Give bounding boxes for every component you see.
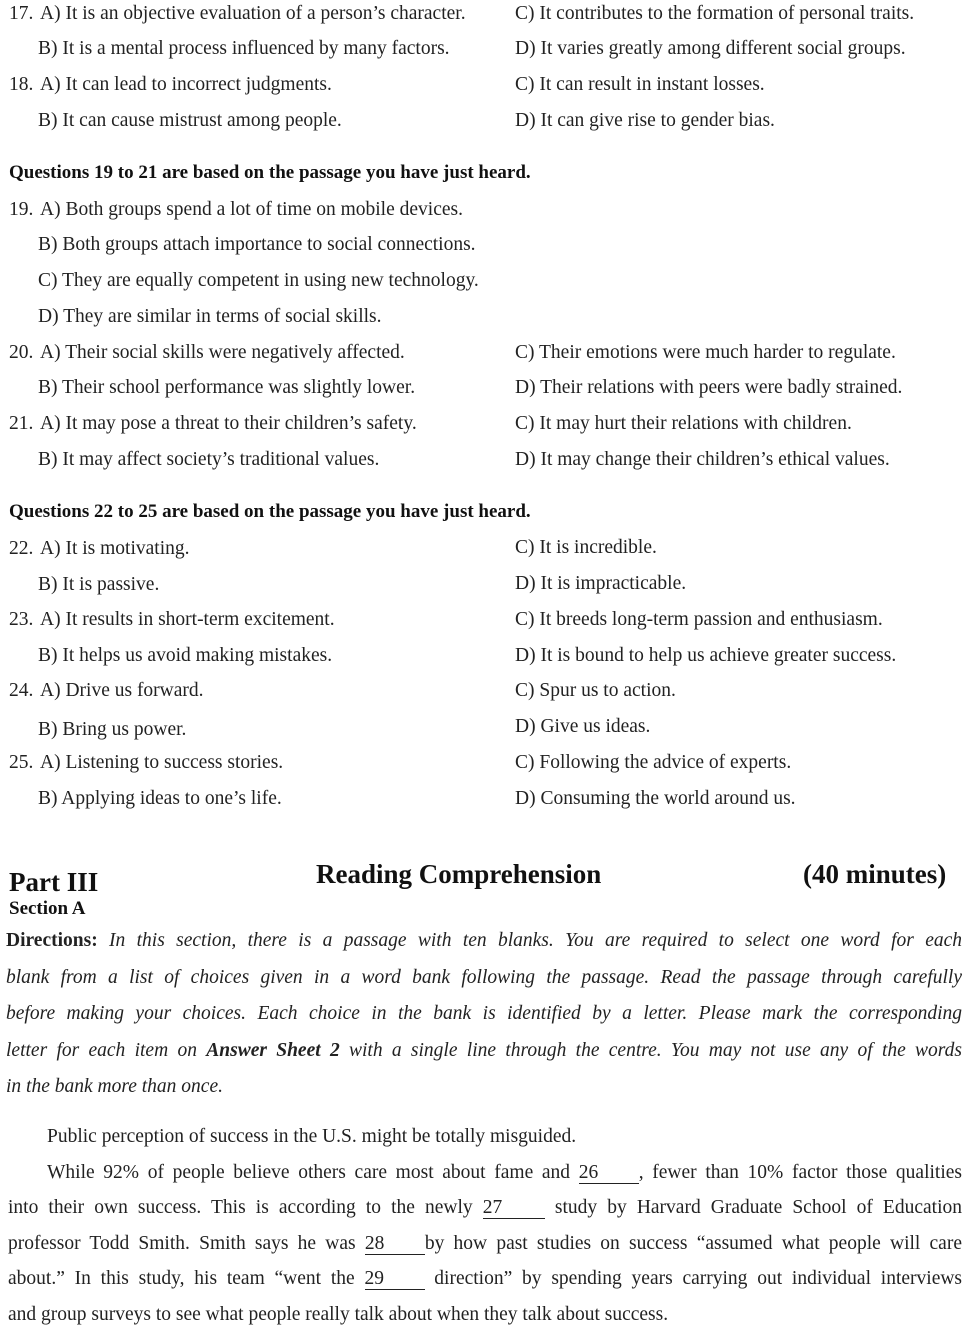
passage-text: study by Harvard Graduate School of Education (554, 1197, 962, 1218)
option-a: A) Both groups spend a lot of time on mobile devices. (40, 199, 463, 220)
directions-line-4 (6, 1039, 962, 1063)
question-number: 18. (9, 74, 34, 95)
option-a: A) It can lead to incorrect judgments. (40, 74, 332, 95)
passage-text: by how past studies on success “assumed what people will care (424, 1233, 962, 1254)
blank-27[interactable]: 27 (483, 1198, 545, 1219)
option-a: A) It may pose a threat to their children’s safety. (40, 413, 417, 434)
option-c: C) It contributes to the formation of personal traits. (515, 3, 915, 24)
option-a: A) Drive us forward. (40, 680, 204, 701)
option-b: B) It may affect society’s traditional values. (38, 449, 380, 470)
passage-text: While 92% of people believe others care most about fame and (47, 1162, 571, 1183)
option-b: B) It helps us avoid making mistakes. (38, 645, 333, 666)
option-d: D) It may change their children’s ethical values. (515, 449, 890, 470)
section-label: Section A (9, 898, 86, 919)
part-title: Reading Comprehension (316, 859, 602, 889)
question-number: 25. (9, 752, 34, 773)
option-c: C) Following the advice of experts. (515, 752, 792, 773)
option-c: C) Their emotions were much harder to regulate. (515, 342, 896, 363)
question-number: 22. (9, 538, 34, 559)
option-c: C) It may hurt their relations with children. (515, 413, 852, 434)
directions-label: Directions: (6, 930, 98, 951)
option-d: D) Their relations with peers were badly strained. (515, 377, 903, 398)
passage-line-5 (8, 1267, 962, 1291)
directions-text: In this section, there is a passage with ten blanks. You are required to select one word for each (109, 930, 963, 951)
question-number: 19. (9, 199, 34, 220)
option-b: B) It can cause mistrust among people. (38, 110, 342, 131)
option-d: D) It is impracticable. (515, 573, 687, 594)
option-a: A) It is motivating. (40, 538, 190, 559)
option-d: D) It varies greatly among different social groups. (515, 38, 906, 59)
part-label: Part III (9, 867, 99, 897)
option-b: B) It is passive. (38, 574, 160, 595)
directions-line-3: before making your choices. Each choice in the bank is identified by a letter. Please mark the corresponding (6, 1003, 962, 1024)
option-d: D) Consuming the world around us. (515, 788, 796, 809)
option-c: C) They are equally competent in using new technology. (38, 270, 479, 291)
blank-29[interactable]: 29 (365, 1269, 425, 1290)
question-number: 24. (9, 680, 34, 701)
directions-line-1 (6, 929, 962, 953)
part-time: (40 minutes) (803, 859, 947, 889)
passage-text: about.” In this study, his team “went the (8, 1268, 355, 1289)
passage-text: , fewer than 10% factor those qualities (638, 1162, 962, 1183)
option-a: A) Their social skills were negatively affected. (40, 342, 405, 363)
passage-line-1: Public perception of success in the U.S. might be totally misguided. (47, 1126, 577, 1147)
passage-text: direction” by spending years carrying out individual interviews (434, 1268, 963, 1289)
option-c: C) It can result in instant losses. (515, 74, 765, 95)
option-d: D) It can give rise to gender bias. (515, 110, 775, 131)
option-c: C) It breeds long-term passion and enthusiasm. (515, 609, 883, 630)
question-number: 20. (9, 342, 34, 363)
blank-26[interactable]: 26 (579, 1163, 639, 1184)
passage-line-6: and group surveys to see what people really talk about when they talk about success. (8, 1304, 669, 1325)
question-number: 17. (9, 3, 34, 24)
option-b: B) Both groups attach importance to social connections. (38, 234, 476, 255)
option-b: B) It is a mental process influenced by many factors. (38, 38, 450, 59)
option-b: B) Their school performance was slightly lower. (38, 377, 416, 398)
passage-text: into their own success. This is according to the newly (8, 1197, 473, 1218)
question-number: 21. (9, 413, 34, 434)
option-b: B) Applying ideas to one’s life. (38, 788, 282, 809)
questions-heading-19-21: Questions 19 to 21 are based on the passage you have just heard. (9, 162, 531, 183)
option-a: A) It results in short-term excitement. (40, 609, 335, 630)
question-number: 23. (9, 609, 34, 630)
directions-line-2: blank from a list of choices given in a word bank following the passage. Read the passage through carefully (6, 967, 962, 988)
directions-text: with a single line through the centre. You may not use any of the words (349, 1040, 963, 1061)
option-a: A) It is an objective evaluation of a person’s character. (40, 3, 466, 24)
blank-28[interactable]: 28 (365, 1234, 425, 1255)
option-d: D) They are similar in terms of social skills. (38, 306, 382, 327)
directions-line-5: in the bank more than once. (6, 1076, 223, 1097)
answer-sheet-ref: Answer Sheet 2 (206, 1040, 340, 1061)
option-a: A) Listening to success stories. (40, 752, 284, 773)
questions-heading-22-25: Questions 22 to 25 are based on the passage you have just heard. (9, 501, 531, 522)
passage-line-4 (8, 1232, 962, 1256)
passage-line-2 (47, 1161, 962, 1185)
option-d: D) It is bound to help us achieve greater success. (515, 645, 897, 666)
option-c: C) Spur us to action. (515, 680, 676, 701)
passage-line-3 (8, 1196, 962, 1220)
directions-text: letter for each item on (6, 1040, 197, 1061)
option-d: D) Give us ideas. (515, 716, 651, 737)
passage-text: professor Todd Smith. Smith says he was (8, 1233, 356, 1254)
option-c: C) It is incredible. (515, 537, 657, 558)
option-b: B) Bring us power. (38, 719, 187, 740)
